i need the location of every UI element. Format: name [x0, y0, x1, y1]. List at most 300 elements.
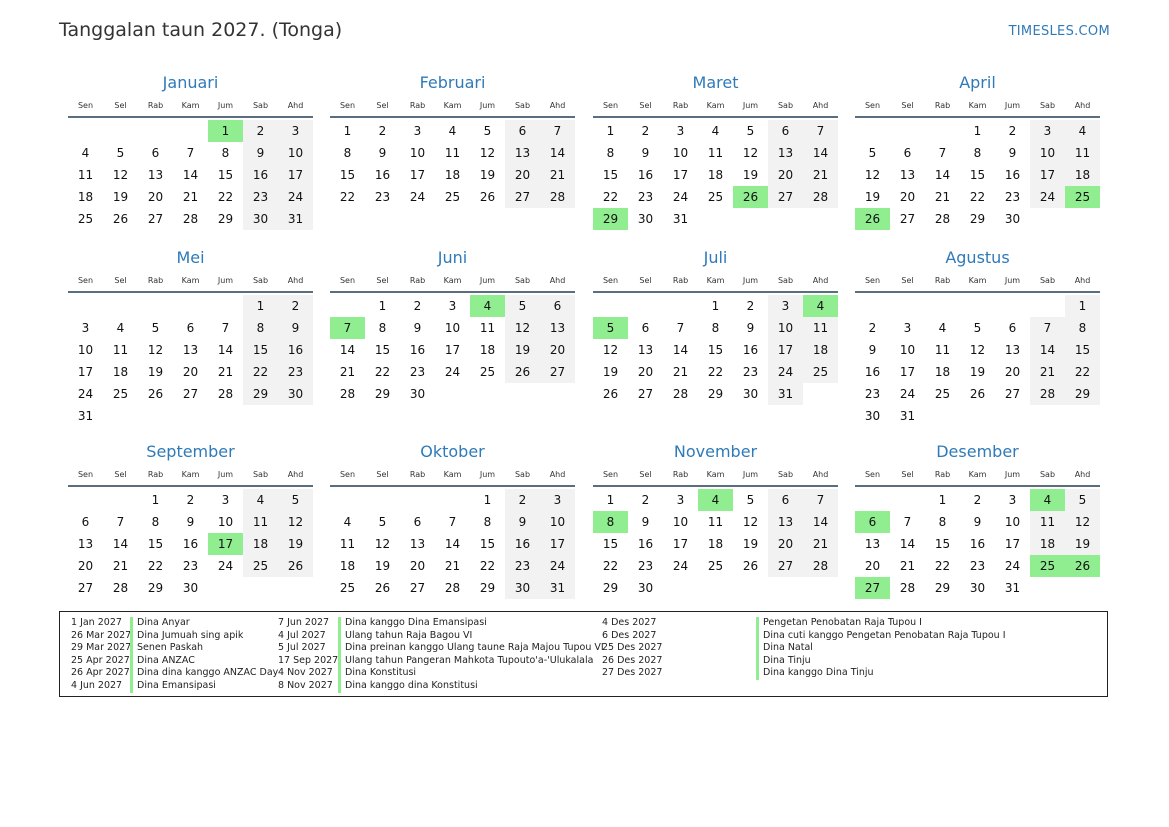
weekday-label: Kam — [706, 470, 725, 479]
day-cell: 20 — [147, 190, 164, 204]
week-row — [593, 339, 838, 361]
day-cell: 11 — [707, 146, 724, 160]
day-cell: 1 — [378, 299, 387, 313]
day-cell: 21 — [899, 559, 916, 573]
holiday-entry — [602, 642, 1102, 655]
empty-day-cell — [243, 405, 278, 427]
day-cell: 15 — [243, 339, 278, 361]
holiday-day-cell: 4 — [803, 295, 838, 317]
day-cell: 21 — [934, 190, 951, 204]
day-cell: 20 — [637, 365, 654, 379]
day-cell: 13 — [768, 511, 803, 533]
week-row — [855, 577, 1100, 599]
month-juli — [593, 248, 838, 405]
day-cell: 10 — [444, 321, 461, 335]
day-cell: 23 — [278, 361, 313, 383]
day-cell: 3 — [768, 295, 803, 317]
day-cell: 14 — [112, 537, 129, 551]
week-row — [593, 361, 838, 383]
day-cell: 3 — [278, 120, 313, 142]
holiday-day-cell: 29 — [593, 208, 628, 230]
empty-day-cell — [855, 120, 890, 142]
weekday-label: Sen — [77, 101, 94, 110]
day-cell: 12 — [147, 343, 164, 357]
empty-day-cell — [505, 383, 540, 405]
holiday-name: Senen Paskah — [130, 642, 203, 655]
empty-day-cell — [1030, 208, 1065, 230]
day-cell: 4 — [1065, 120, 1100, 142]
day-cell: 7 — [1030, 317, 1065, 339]
day-cell: 18 — [77, 190, 94, 204]
weekday-label: Jum — [217, 101, 234, 110]
weekday-label: Sab — [514, 101, 531, 110]
day-cell: 8 — [151, 515, 160, 529]
day-cell: 25 — [112, 387, 129, 401]
empty-day-cell — [138, 295, 173, 317]
day-cell: 29 — [479, 581, 496, 595]
day-cell: 8 — [973, 146, 982, 160]
week-row — [330, 361, 575, 383]
week-row — [330, 489, 575, 511]
day-cell: 29 — [707, 387, 724, 401]
day-cell: 5 — [973, 321, 982, 335]
day-cell: 23 — [374, 190, 391, 204]
week-row — [855, 208, 1100, 230]
day-cell: 12 — [505, 317, 540, 339]
week-row — [593, 533, 838, 555]
weekday-label: Ahd — [1074, 470, 1091, 479]
day-cell: 7 — [116, 515, 125, 529]
day-cell: 7 — [903, 515, 912, 529]
weekday-header — [330, 470, 575, 484]
day-cell: 9 — [278, 317, 313, 339]
day-cell: 11 — [479, 321, 496, 335]
holiday-date: 26 Apr 2027 — [71, 667, 130, 679]
weekday-label: Jum — [742, 101, 759, 110]
weekday-label: Sen — [864, 276, 881, 285]
weekday-label: Ahd — [1074, 276, 1091, 285]
weekday-label: Rab — [672, 470, 689, 479]
day-cell: 14 — [217, 343, 234, 357]
day-cell: 21 — [1030, 361, 1065, 383]
day-cell: 11 — [444, 146, 461, 160]
day-cell: 11 — [77, 168, 94, 182]
day-cell: 19 — [147, 365, 164, 379]
day-cell: 21 — [803, 533, 838, 555]
day-cell: 1 — [243, 295, 278, 317]
week-row — [855, 142, 1100, 164]
weekday-label: Sab — [252, 101, 269, 110]
weekday-label: Jum — [479, 101, 496, 110]
weekday-label: Rab — [934, 276, 951, 285]
day-cell: 24 — [217, 559, 234, 573]
weekday-label: Sen — [864, 470, 881, 479]
holiday-name: Dina Konstitusi — [338, 667, 416, 680]
weekday-label: Ahd — [1074, 101, 1091, 110]
day-cell: 26 — [374, 581, 391, 595]
empty-day-cell — [698, 208, 733, 230]
day-cell: 20 — [1004, 365, 1021, 379]
holiday-date: 4 Jul 2027 — [278, 629, 326, 641]
week-row — [593, 511, 838, 533]
day-cell: 29 — [147, 581, 164, 595]
day-cell: 4 — [711, 124, 720, 138]
empty-day-cell — [435, 489, 470, 511]
day-cell: 27 — [409, 581, 426, 595]
day-cell: 16 — [505, 533, 540, 555]
day-cell: 16 — [864, 365, 881, 379]
day-cell: 21 — [803, 164, 838, 186]
week-row — [68, 555, 313, 577]
day-cell: 14 — [899, 537, 916, 551]
week-row — [855, 533, 1100, 555]
day-cell: 29 — [1065, 383, 1100, 405]
day-cell: 2 — [278, 295, 313, 317]
day-cell: 3 — [676, 493, 685, 507]
day-cell: 9 — [505, 511, 540, 533]
day-cell: 7 — [186, 146, 195, 160]
day-cell: 10 — [278, 142, 313, 164]
week-row — [68, 339, 313, 361]
day-cell: 28 — [112, 581, 129, 595]
day-cell: 18 — [339, 559, 356, 573]
empty-day-cell — [698, 577, 733, 599]
weekday-label: Sel — [901, 276, 914, 285]
day-cell: 26 — [969, 387, 986, 401]
day-cell: 12 — [742, 515, 759, 529]
day-cell: 5 — [1065, 489, 1100, 511]
holiday-name: Ulang tahun Pangeran Mahkota Tupouto'a-'Ulukalala — [338, 655, 593, 668]
day-cell: 15 — [339, 168, 356, 182]
day-cell: 29 — [217, 212, 234, 226]
weekday-header — [330, 276, 575, 290]
empty-day-cell — [173, 120, 208, 142]
day-cell: 31 — [278, 208, 313, 230]
day-cell: 4 — [938, 321, 947, 335]
day-cell: 25 — [77, 212, 94, 226]
week-row — [855, 511, 1100, 533]
holiday-date: 5 Jul 2027 — [278, 642, 326, 654]
day-cell: 13 — [864, 537, 881, 551]
weekday-label: Jum — [1004, 276, 1021, 285]
month-mei — [68, 248, 313, 427]
weekday-header — [593, 470, 838, 484]
day-cell: 23 — [969, 559, 986, 573]
day-cell: 24 — [672, 559, 689, 573]
holiday-day-cell: 27 — [855, 577, 890, 599]
day-cell: 12 — [969, 343, 986, 357]
empty-day-cell — [173, 405, 208, 427]
day-cell: 12 — [742, 146, 759, 160]
day-cell: 9 — [868, 343, 877, 357]
empty-day-cell — [103, 295, 138, 317]
day-cell: 19 — [1065, 533, 1100, 555]
week-row — [330, 577, 575, 599]
day-cell: 30 — [742, 387, 759, 401]
day-cell: 19 — [112, 190, 129, 204]
weekday-header — [855, 101, 1100, 115]
week-row — [330, 383, 575, 405]
week-row — [593, 186, 838, 208]
weekday-label: Ahd — [812, 276, 829, 285]
weekday-label: Rab — [409, 101, 426, 110]
empty-day-cell — [1030, 405, 1065, 427]
day-cell: 1 — [711, 299, 720, 313]
day-cell: 18 — [112, 365, 129, 379]
empty-day-cell — [470, 383, 505, 405]
empty-day-cell — [68, 295, 103, 317]
day-cell: 8 — [938, 515, 947, 529]
weekday-label: Kam — [181, 470, 200, 479]
day-cell: 16 — [374, 168, 391, 182]
weekday-label: Sab — [1039, 276, 1056, 285]
week-row — [855, 489, 1100, 511]
week-row — [593, 555, 838, 577]
day-cell: 20 — [899, 190, 916, 204]
holiday-entry — [602, 667, 1102, 680]
holiday-date: 1 Jan 2027 — [71, 617, 122, 628]
day-cell: 18 — [803, 339, 838, 361]
day-cell: 9 — [243, 142, 278, 164]
week-row — [855, 186, 1100, 208]
weekday-label: Jum — [479, 470, 496, 479]
holiday-name: Dina cuti kanggo Pengetan Penobatan Raja Tupou I — [756, 630, 1006, 643]
day-cell: 15 — [374, 343, 391, 357]
holiday-date: 25 Apr 2027 — [71, 654, 130, 666]
weekday-label: Kam — [968, 276, 987, 285]
day-cell: 15 — [1065, 339, 1100, 361]
holiday-date: 6 Des 2027 — [602, 629, 657, 641]
holiday-name: Dina dina kanggo ANZAC Day — [130, 667, 278, 680]
empty-day-cell — [890, 295, 925, 317]
day-cell: 30 — [637, 581, 654, 595]
day-cell: 15 — [934, 537, 951, 551]
empty-day-cell — [925, 295, 960, 317]
day-cell: 8 — [1065, 317, 1100, 339]
empty-day-cell — [768, 208, 803, 230]
day-cell: 9 — [413, 321, 422, 335]
empty-day-cell — [540, 383, 575, 405]
weekday-header — [593, 276, 838, 290]
day-cell: 10 — [672, 146, 689, 160]
weekday-label: Kam — [181, 101, 200, 110]
day-cell: 16 — [182, 537, 199, 551]
week-row — [855, 120, 1100, 142]
month-title: Mei — [176, 248, 205, 267]
day-cell: 8 — [221, 146, 230, 160]
weekday-label: Sel — [376, 101, 389, 110]
holiday-day-cell: 4 — [698, 489, 733, 511]
day-cell: 2 — [868, 321, 877, 335]
day-cell: 1 — [343, 124, 352, 138]
day-cell: 17 — [768, 339, 803, 361]
weekday-label: Sen — [77, 276, 94, 285]
holiday-date: 25 Des 2027 — [602, 642, 663, 654]
day-cell: 23 — [637, 559, 654, 573]
week-row — [593, 489, 838, 511]
day-cell: 4 — [448, 124, 457, 138]
day-cell: 2 — [413, 299, 422, 313]
day-cell: 19 — [742, 168, 759, 182]
weekday-header — [855, 470, 1100, 484]
day-cell: 29 — [374, 387, 391, 401]
day-cell: 1 — [483, 493, 492, 507]
day-cell: 3 — [81, 321, 90, 335]
day-cell: 15 — [602, 537, 619, 551]
holiday-name: Dina ANZAC — [130, 655, 195, 668]
holiday-name: Pengetan Penobatan Raja Tupou I — [756, 617, 922, 630]
day-cell: 10 — [672, 515, 689, 529]
day-cell: 26 — [278, 555, 313, 577]
day-cell: 15 — [602, 168, 619, 182]
month-desember — [855, 442, 1100, 599]
day-cell: 6 — [151, 146, 160, 160]
weekday-label: Sab — [514, 470, 531, 479]
day-cell: 23 — [182, 559, 199, 573]
holiday-entry — [602, 630, 1102, 643]
month-title: Maret — [692, 73, 739, 92]
week-row — [330, 339, 575, 361]
day-cell: 3 — [676, 124, 685, 138]
day-cell: 7 — [938, 146, 947, 160]
empty-day-cell — [138, 120, 173, 142]
day-cell: 8 — [483, 515, 492, 529]
day-cell: 21 — [672, 365, 689, 379]
day-cell: 11 — [112, 343, 129, 357]
week-row — [68, 489, 313, 511]
week-row — [68, 208, 313, 230]
weekday-label: Sab — [777, 276, 794, 285]
day-cell: 31 — [1004, 581, 1021, 595]
empty-day-cell — [138, 405, 173, 427]
day-cell: 9 — [378, 146, 387, 160]
day-cell: 29 — [243, 383, 278, 405]
holiday-day-cell: 26 — [1065, 555, 1100, 577]
day-cell: 13 — [409, 537, 426, 551]
day-cell: 21 — [182, 190, 199, 204]
day-cell: 28 — [803, 555, 838, 577]
day-cell: 31 — [77, 409, 94, 423]
month-title: November — [673, 442, 758, 461]
day-cell: 28 — [339, 387, 356, 401]
weekday-label: Rab — [147, 276, 164, 285]
day-cell: 16 — [243, 164, 278, 186]
day-cell: 18 — [707, 537, 724, 551]
day-cell: 18 — [479, 343, 496, 357]
week-row — [330, 511, 575, 533]
day-cell: 22 — [707, 365, 724, 379]
day-cell: 6 — [768, 120, 803, 142]
brand-logo[interactable]: TIMESLES.COM — [1008, 24, 1110, 39]
day-cell: 29 — [969, 212, 986, 226]
empty-day-cell — [803, 208, 838, 230]
day-cell: 3 — [540, 489, 575, 511]
week-row — [855, 361, 1100, 383]
holiday-date: 27 Des 2027 — [602, 667, 663, 679]
day-cell: 14 — [1030, 339, 1065, 361]
week-row — [593, 208, 838, 230]
empty-day-cell — [768, 577, 803, 599]
day-cell: 24 — [768, 361, 803, 383]
weekday-label: Kam — [181, 276, 200, 285]
holiday-list — [59, 611, 1108, 697]
holiday-day-cell: 25 — [1030, 555, 1065, 577]
week-row — [593, 577, 838, 599]
day-cell: 17 — [672, 537, 689, 551]
day-cell: 5 — [746, 493, 755, 507]
day-cell: 13 — [637, 343, 654, 357]
empty-day-cell — [365, 489, 400, 511]
day-cell: 22 — [217, 190, 234, 204]
day-cell: 11 — [339, 537, 356, 551]
day-cell: 3 — [413, 124, 422, 138]
empty-day-cell — [803, 383, 838, 405]
day-cell: 14 — [182, 168, 199, 182]
day-cell: 25 — [934, 387, 951, 401]
day-cell: 22 — [374, 365, 391, 379]
day-cell: 11 — [934, 343, 951, 357]
day-cell: 17 — [409, 168, 426, 182]
empty-day-cell — [960, 295, 995, 317]
day-cell: 23 — [409, 365, 426, 379]
day-cell: 26 — [505, 361, 540, 383]
day-cell: 17 — [278, 164, 313, 186]
weekday-label: Jum — [479, 276, 496, 285]
month-april — [855, 73, 1100, 230]
holiday-date: 29 Mar 2027 — [71, 642, 132, 654]
month-agustus — [855, 248, 1100, 427]
empty-day-cell — [278, 577, 313, 599]
month-title: Januari — [162, 73, 219, 92]
empty-day-cell — [925, 120, 960, 142]
day-cell: 27 — [768, 186, 803, 208]
week-row — [855, 405, 1100, 427]
day-cell: 14 — [803, 142, 838, 164]
empty-day-cell — [208, 295, 243, 317]
day-cell: 13 — [768, 142, 803, 164]
day-cell: 9 — [746, 321, 755, 335]
day-cell: 28 — [672, 387, 689, 401]
day-cell: 12 — [479, 146, 496, 160]
month-title: September — [146, 442, 235, 461]
day-cell: 7 — [803, 489, 838, 511]
empty-day-cell — [663, 577, 698, 599]
day-cell: 24 — [77, 387, 94, 401]
week-row — [855, 383, 1100, 405]
day-cell: 28 — [217, 387, 234, 401]
day-cell: 9 — [186, 515, 195, 529]
empty-day-cell — [733, 208, 768, 230]
empty-day-cell — [593, 295, 628, 317]
weekday-label: Kam — [968, 101, 987, 110]
empty-day-cell — [960, 405, 995, 427]
day-cell: 9 — [641, 515, 650, 529]
weekday-label: Ahd — [287, 470, 304, 479]
day-cell: 13 — [505, 142, 540, 164]
day-cell: 18 — [934, 365, 951, 379]
month-januari — [68, 73, 313, 230]
holiday-day-cell: 1 — [208, 120, 243, 142]
day-cell: 6 — [413, 515, 422, 529]
holiday-name: Dina preinan kanggo Ulang taune Raja Majou Tupou VI — [338, 642, 604, 655]
month-title: April — [959, 73, 996, 92]
day-cell: 25 — [339, 581, 356, 595]
day-cell: 6 — [540, 295, 575, 317]
holiday-column — [602, 617, 1102, 680]
month-november — [593, 442, 838, 599]
day-cell: 14 — [803, 511, 838, 533]
weekday-label: Sen — [339, 470, 356, 479]
